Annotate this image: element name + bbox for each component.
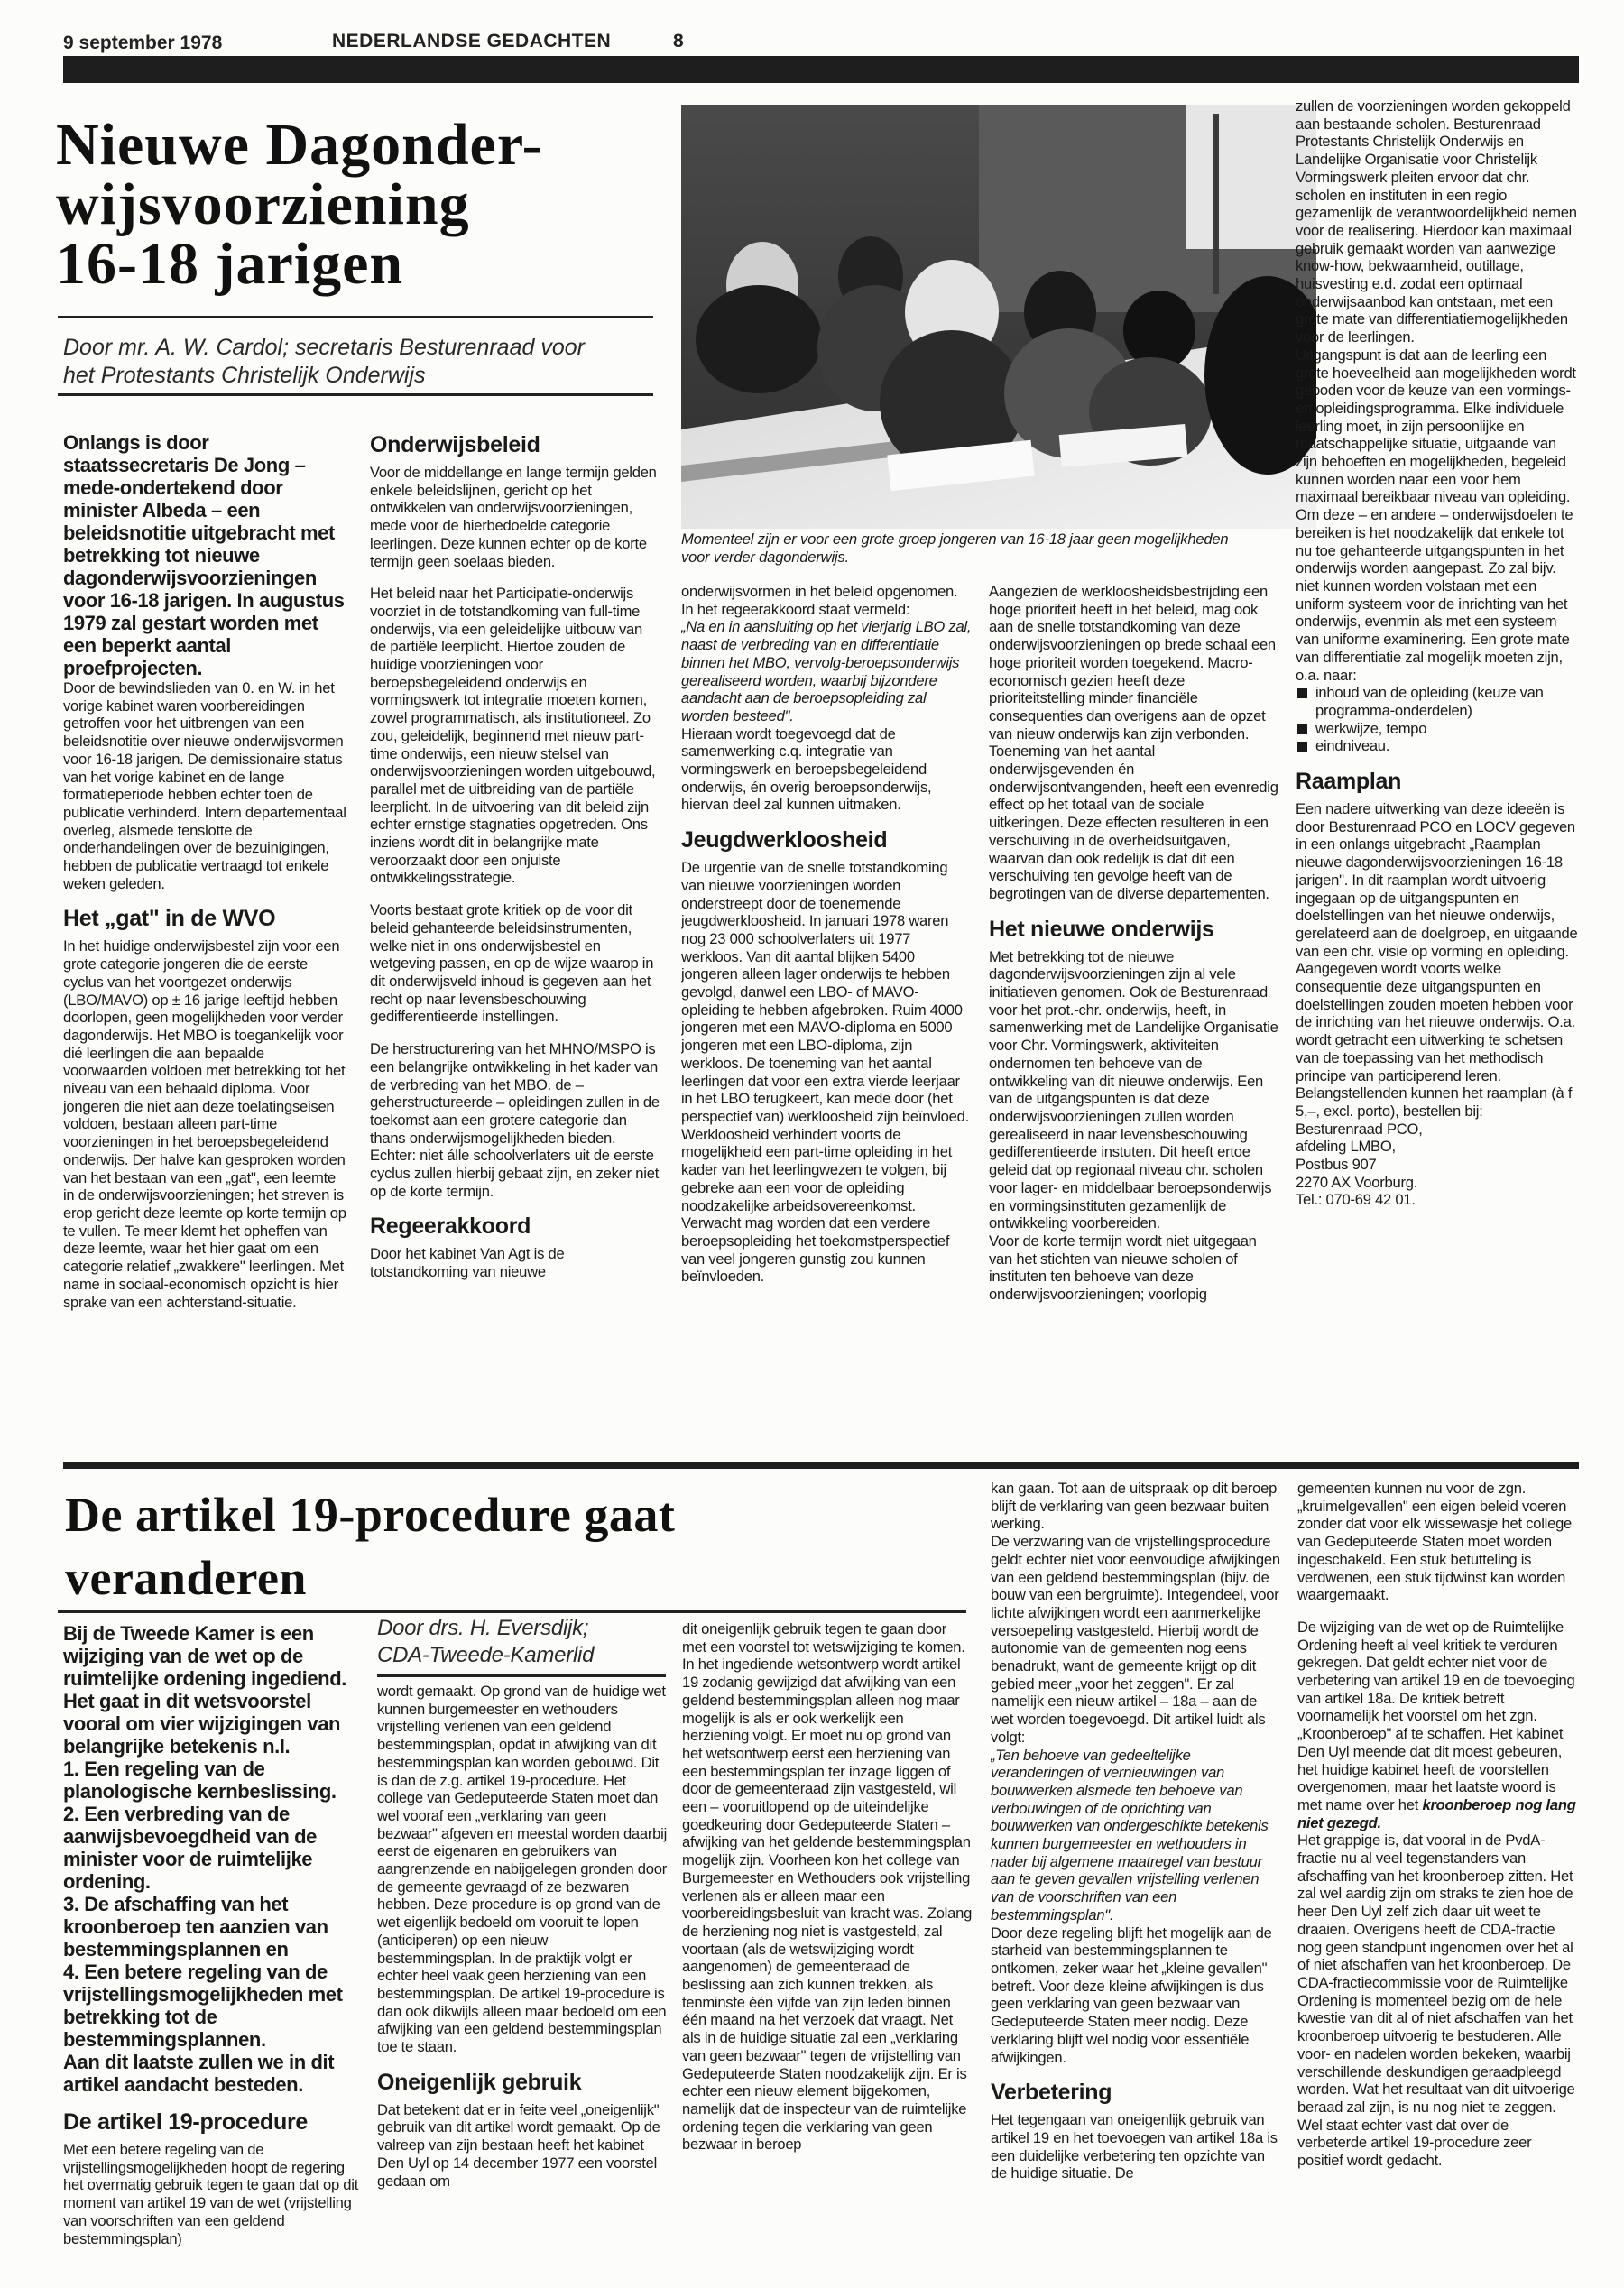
article2-col4-para1: kan gaan. Tot aan de uitspraak op dit beroep blijft de verklaring van geen bezwaar buiten werking.: [991, 1480, 1278, 1533]
article1-lead: Onlangs is door staatssecretaris De Jong – mede-ondertekend door minister Albeda – een beleidsnotitie uitgebracht met betrekking tot nieuwe dagonderwijsvoorzieningen voor 16-18 jarigen. In augustus 1979 zal gestart worden met een beperkt aantal proefprojecten.: [63, 431, 345, 679]
article1-col1-para: Door de bewindslieden van 0. en W. in het vorige kabinet waren voorbereidingen getroffen voor het uitbrengen van een beleidsnotitie over nieuwe onderwijsvormen voor 16-18 jarigen. De demissionaire status van het vorige kabinet en de lange formatieperiode hebben echter toen de publicatie verhinderd. Intern departementaal overleg, alsmede tenslotte de onderhandelingen over de bezuinigingen, hebben de publicatie vertraagd tot enkele weken geleden.: [63, 679, 346, 892]
issue-date: 9 september 1978: [63, 32, 223, 53]
article2-col1-para: Met een betere regeling van de vrijstellingsmogelijkheden hoopt de regering het overmatig gebruik tegen te gaan dat op dit moment van artikel 19 van de wet (vrijstelling van voorschriften van een geldend bestemmingsplan): [63, 2141, 359, 2247]
article2-column3: [682, 1620, 973, 2288]
byline-line2: het Protestants Christelijk Onderwijs: [63, 363, 426, 388]
article1-col2-para5: Door het kabinet Van Agt is de totstandkoming van nieuwe: [370, 1245, 565, 1281]
byline-line1: Door drs. H. Eversdijk;: [377, 1616, 589, 1640]
article2-col2-para2: Dat betekent dat er in feite veel „oneigenlijk" gebruik van dit artikel wordt gemaakt. Op de valreep van zijn bestaan heeft het kabinet Den Uyl op 14 december 1977 een voorstel gedaan om: [377, 2100, 660, 2190]
article1-col4-para4: Voor de korte termijn wordt niet uitgegaan van het stichten van nieuwe scholen of instituten ten behoeve van deze onderwijsvoorzieningen; voorlopig: [989, 1232, 1257, 1304]
article1-col5-para3: Om deze – en andere – onderwijsdoelen te bereiken is het noodzakelijk dat enkele tot nu toe gehanteerde uitgangspunten in het onderwijs worden aangepast. Zo zal bijv. niet kunnen worden volstaan met een uniform systeem voor de inrichting van het onderwijs, evenmin als met een systeem van uniforme examinering. Een grote mate van differentiatie zal mogelijk moeten zijn, o.a. naar:: [1296, 506, 1573, 684]
article1-column5: [1296, 97, 1581, 1453]
text-span: De wijziging van de wet op de Ruimtelijke Ordening heeft al veel kritiek te verduren gekregen. Dat geldt echter niet voor de verbetering van artikel 19 en de toevoeging van artikel 18a. De kritiek betreft voornamelijk het voorstel om het zgn. „Kroonberoep" af te schaffen. Het kabinet Den Uyl meende dat dit moest gebeuren, het huidige kabinet heeft de voorstellen overgenomen, maar het laatste woord is met name over het: [1297, 1618, 1575, 1813]
differentiation-list: [1296, 684, 1581, 755]
order-address: [1296, 1121, 1581, 1210]
address-line: Tel.: 070-69 42 01.: [1296, 1191, 1416, 1209]
article1-column1: [63, 431, 350, 1453]
article1-col4-para2: Toeneming van het aantal onderwijsgevenden én onderwijsontvangenden, heeft een evenredig effect op het totaal van de sociale uitkeringen. Deze effecten resulteren in een verschuiving in de overheidsuitgaven, waarvan dan ook redelijk is dat dit een verschuiving ten gevolge heeft van de begrotingen van de diverse departementen.: [989, 743, 1278, 902]
article1-title: [56, 112, 543, 297]
article2-col3-para1: dit oneigenlijk gebruik tegen te gaan door met een voorstel tot wetswijziging te komen. In het ingediende wetsontwerp wordt artikel 19 zodanig gewijzigd dat afwijking van een geldend bestemmingsplan alleen nog maar mogelijk is als er ook werkelijk een herziening volgt. Er moet nu op grond van het wetsontwerp eerst een herziening van een bestemmingsplan ter inzage liggen of door de gemeenteraad zijn vastgesteld, wil een – vooruitlopend op de uiteindelijke goedkeuring door Gedeputeerde Staten – afwijking van het geldende bestemmingsplan mogelijk zijn. Voorheen kon het college van Burgemeester en Wethouders ook vrijstelling verlenen als er alleen maar een voorbereidingsbesluit van kracht was. Zolang de herziening nog niet is vastgesteld, zal voortaan (als de wetswijziging wordt aangenomen) de gemeenteraad de beslissing aan zich kunnen trekken, als tenminste één vijfde van zijn leden binnen één maand na het verzoek dat vraagt. Net als in de huidige situatie zal een „verklaring van geen bezwaar" tegen de vrijstelling van Gedeputeerde Staten noodzakelijk zijn. Er is echter een nieuw element bijgekomen, namelijk dat de inspecteur van de ruimtelijke ordening tegen die verklaring van geen bezwaar in beroep: [682, 1620, 973, 2154]
article2-lead: Bij de Tweede Kamer is een wijziging van de wet op de ruimtelijke ordening ingediend. Het gaat in dit wetsvoorstel vooral om vier wijzigingen van belangrijke betekenis n.l.: [63, 1622, 346, 1758]
article1-col5-para1: zullen de voorzieningen worden gekoppeld aan bestaande scholen. Besturenraad Protestants Christelijk Onderwijs en Landelijke Organisatie voor Christelijk Vormingswerk pleiten ervoor dat chr. scholen en instituten in een regio gezamenlijk de verantwoordelijkheid nemen voor de realisering. Hierdoor kan maximaal gebruik gemaakt worden van aanwezige know-how, bekwaamheid, outillage, huisvesting e.d. zodat een optimaal onderwijsaanbod kan ontstaan, met een grote mate van differentiatiemogelijkheden voor de leerlingen.: [1296, 97, 1577, 346]
article1-col3-para2: Hieraan wordt toegevoegd dat de samenwerking c.q. integratie van vormingswerk en beroepsbegeleidend onderwijs, én overig beroepsonderwijs, hiervan deel zal kunnen uitmaken.: [681, 724, 932, 814]
list-item: eindniveau.: [1296, 737, 1581, 755]
subhead-artikel19-procedure: De artikel 19-procedure: [63, 2109, 308, 2135]
article1-col2-para4: De herstructurering van het MHNO/MSPO is een belangrijke ontwikkeling in het kader van de verbreding van het MBO. de – geherstructureerde – opleidingen zullen in de toekomst aan een grotere categorie dan thans onderwijsmogelijkheden bieden. Echter: niet álle schoolverlaters uit de eerste cyclus zullen hierbij gebaat zijn, en zeker niet op de korte termijn.: [370, 1040, 660, 1200]
address-line: Besturenraad PCO,: [1296, 1120, 1423, 1138]
article1-col5-para5: Belangstellenden kunnen het raamplan (à f 5,–, excl. porto), bestellen bij:: [1296, 1084, 1573, 1120]
publication-name: NEDERLANDSE GEDACHTEN: [332, 31, 612, 51]
article1-col2-para3: Voorts bestaat grote kritiek op de voor dit beleid gehanteerde beleidsinstrumenten, welke niet in ons onderwijsbestel en wetgeving passen, en op de wijze waarop in dit onderwijsveld inhoud is gegeven aan het recht op naar levensbeschouwing gedifferentieerde instellingen.: [370, 901, 654, 1026]
article1-col4-para3: Met betrekking tot de nieuwe dagonderwijsvoorzieningen zijn al vele initiatieven genomen. Ook de Besturenraad voor het prot.-chr. onderwijs, heeft, in samenwerking met de Landelijke Organisatie voor Chr. Vormingswerk, aktiviteiten ondernomen ten behoeve van de ontwikkeling van dit nieuwe onderwijs. Een van de uitgangspunten is dat deze onderwijsvoorzieningen zullen worden gerealiseerd in naar levensbeschouwing gedifferentieerde instuten. Dit heeft ertoe geleid dat op regionaal niveau chr. scholen voor lager- en middelbaar beroepsonderwijs en vormingsinstituten gezamenlijk de ontwikkeling voorbereiden.: [989, 947, 1278, 1232]
article2-col4-para3: Door deze regeling blijft het mogelijk aan de starheid van bestemmingsplannen te ontkomen, zeker waar het „kleine gevallen" betreft. Voor deze kleine afwijkingen is dus geen verklaring van geen bezwaar van Gedeputeerde Staten meer nodig. Deze verklaring blijft wel nodig voor essentiële afwijkingen.: [991, 1924, 1272, 2066]
article1-col5-para4: Een nadere uitwerking van deze ideeën is door Besturenraad PCO en LOCV gegeven in een onlangs uitgebracht „Raamplan nieuwe dagonderwijsvoorzieningen 16-18 jarigen". In dit raamplan wordt uitvoerig ingegaan op de uitgangspunten en doelstellingen van het nieuwe onderwijs, gerelateerd aan de doelgroep, en uitgaande van een chr. visie op vorming en opleiding. Aangegeven wordt voorts welke consequentie deze uitgangspunten en doelstellingen zouden moeten hebben voor de inrichting van het nieuwe onderwijs. O.a. wordt getracht een uitwerking te schetsen van de toepassing van het methodisch principe van participerend leren.: [1296, 800, 1578, 1084]
article1-column2: [370, 424, 660, 1453]
article1-column4: [989, 583, 1279, 1453]
article1-col2-para2: Het beleid naar het Participatie-onderwijs voorziet in de totstandkoming van full-time onderwijs, via een geleidelijke uitbouw van de partiële leerplicht. Hiertoe zouden de huidige voorzieningen voor beroepsbegeleidend onderwijs en vormingswerk tot integratie moeten komen, zowel programmatisch, als institutioneel. Zo zou, geleidelijk, beginnend met nieuw part-time onderwijs, een nieuw stelsel van onderwijsvoorzieningen worden uitgebouwd, parallel met de uitbreiding van de partiële leerplicht. In de uitvoering van dit beleid zijn echter ernstige stagnaties opgetreden. Ons inziens wordt dit in belangrijke mate veroorzaakt door een onjuiste ontwikkelingsstrategie.: [370, 585, 656, 887]
article2-col5-para1: gemeenten kunnen nu voor de zgn. „kruimelgevallen" een eigen beleid voeren zonder dat voor elk wissewasje het college van Gedeputeerde Staten moet worden ingeschakeld. Een stuk betutteling is verdwenen, een stuk tijdwinst kan worden waargemaakt.: [1297, 1480, 1573, 1604]
article2-column4: [991, 1480, 1281, 2288]
article2-column5: [1297, 1480, 1581, 2288]
emphasis-span: kroonberoep nog lang niet gezegd.: [1297, 1795, 1576, 1831]
subhead-onderwijsbeleid: Onderwijsbeleid: [370, 432, 540, 457]
article2-title-line2: veranderen: [65, 1551, 307, 1605]
photo-caption: [681, 530, 1324, 567]
article1-col5-para2: Uitgangspunt is dat aan de leerling een grote hoeveelheid aan mogelijkheden wordt geboden voor de keuze van een vormings- en opleidingsprogramma. Elke individuele leerling moet, in zijn persoonlijke en maatschappelijke situatie, uitgaande van zijn behoeften en mogelijkheden, begeleid kunnen worden naar een voor hem maximaal bereikbaar niveau van opleiding.: [1296, 346, 1576, 506]
article1-col4-para1: Aangezien de werkloosheidsbestrijding een hoge prioriteit heeft in het beleid, mag ook aan de snelle totstandkoming van deze onderwijsvoorzieningen op brede schaal een hoge prioriteit worden toegekend. Macro-economisch gezien heeft deze prioriteitstelling minder financiële consequenties dan overigens aan de opzet van nieuw onderwijs kan zijn verbonden.: [989, 583, 1276, 743]
byline-line2: CDA-Tweede-Kamerlid: [377, 1643, 595, 1667]
article2-title-rule: [58, 1610, 966, 1613]
article1-col1-para2: In het huidige onderwijsbestel zijn voor een grote categorie jongeren die de eerste cyclus van het voortgezet onderwijs (LBO/MAVO) op ± 16 jarige leeftijd hebben doorlopen, geen mogelijkheden voor verder dagonderwijs. Het MBO is toegankelijk voor dié leerlingen die aan bepaalde voorwaarden voldoen met betrekking tot het niveau van een behaald diploma. Voor jongeren die niet aan deze toelatingseisen voldoen, bestaan alleen part-time voorzieningen in het beroepsbegeleidend onderwijs. Der halve kan gesproken worden van het bestaan van een „gat", een leemte in de onderwijsvoorzieningen; het streven is erop gericht deze leemte op korte termijn op te vullen. Te meer klemt het opheffen van deze leemte, waar het hier gaat om een categorie relatief „zwakkere" leerlingen. Met name in sociaal-economisch opzicht is hier sprake van een achterstand-situatie.: [63, 937, 346, 1311]
subhead-regeerakkoord: Regeerakkoord: [370, 1213, 531, 1240]
article1-title-line2: wijsvoorziening: [56, 171, 470, 237]
artikel18a-quote: „Ten behoeve van gedeeltelijke veranderingen of vernieuwingen van bouwwerken alsmede ten behoeve van verbouwingen of de oprichting van bouwwerken van ondergeschikte betekenis kunnen burgemeester en wethouders in nader bij algemene maatregel van bestuur aan te geven gevallen vrijstelling verlenen van de voorschriften van een bestemmingsplan".: [991, 1746, 1269, 1924]
title-rule: [58, 316, 653, 318]
article1-title-line1: Nieuwe Dagonder-: [56, 112, 543, 178]
article2-col5-para2: [1297, 1619, 1581, 1831]
byline-rule: [377, 1674, 666, 1677]
address-line: afdeling LMBO,: [1296, 1138, 1396, 1156]
article1-col3-para1: onderwijsvormen in het beleid opgenomen. In het regeerakkoord staat vermeld:: [681, 583, 958, 618]
article2-col4-para4: Het tegengaan van oneigenlijk gebruik van artikel 19 en het toevoegen van artikel 18a is een duidelijke verbetering ten opzichte van de huidige situatie. De: [991, 2111, 1278, 2182]
change-item-3: 3. De afschaffing van het kroonberoep ten aanzien van bestemmingsplannen en: [63, 1893, 328, 1960]
address-line: Postbus 907: [1296, 1156, 1377, 1174]
change-item-5: Aan dit laatste zullen we in dit artikel aandacht besteden.: [63, 2051, 335, 2096]
article1-column3: [681, 583, 972, 1453]
caption-line2: voor verder dagonderwijs.: [681, 549, 849, 566]
regeerakkoord-quote: „Na en in aansluiting op het vierjarig LBO zal, naast de verbreding van en differentiatie binnen het MBO, vervolg-beroepsonderwijs gerealiseerd worden, waarbij bijzondere aandacht aan de beroepsopleiding zal worden besteed".: [681, 618, 972, 724]
article2-column2: [377, 1615, 668, 2288]
subhead-oneigenlijk-gebruik: Oneigenlijk gebruik: [377, 2069, 582, 2095]
article2-byline: [377, 1615, 668, 1669]
change-item-2: 2. Een verbreding van de aanwijsbevoegdheid van de minister voor de ruimtelijke ordening.: [63, 1803, 317, 1893]
article2-title-line1: De artikel 19-procedure gaat: [65, 1488, 676, 1542]
subhead-gat: Het „gat" in de WVO: [63, 906, 276, 932]
article1-byline: [63, 334, 659, 390]
page-number: 8: [673, 31, 684, 51]
address-line: 2270 AX Voorburg.: [1296, 1173, 1418, 1191]
article2-col2-para1: wordt gemaakt. Op grond van de huidige wet kunnen burgemeester en wethouders vrijstelling verlenen van een geldend bestemmingsplan, opdat in afwijking van dit bestemmingsplan kan worden gebouwd. Dit is dan de z.g. artikel 19-procedure. Het college van Gedeputeerde Staten moet dan wel vooraf een „verklaring van geen bezwaar" afgeven en meestal worden daarbij eerst de eigenaren en gebruikers van aangrenzende en nabijgelegen gronden door de gemeente gevraagd of ze bezwaren hebben. Deze procedure is op grond van de wet eigenlijk bedoeld om vooruit te lopen (anticiperen) op een nieuw bestemmingsplan. In de praktijk volgt er echter heel vaak geen herziening van een bestemmingsplan. De artikel 19-procedure is dan ook dikwijls alleen maar bedoeld om een afwijking van een geldend bestemmingsplan toe te staan.: [377, 1683, 668, 2056]
article-divider: [63, 1462, 1579, 1469]
article2-column1: [63, 1622, 361, 2288]
article2-title: [65, 1483, 675, 1610]
list-item: werkwijze, tempo: [1296, 720, 1581, 738]
subhead-jeugdwerkloosheid: Jeugdwerkloosheid: [681, 827, 888, 853]
byline-rule: [58, 393, 653, 396]
top-rule: [63, 56, 1579, 83]
article1-col2-para1: Voor de middellange en lange termijn gelden enkele beleidslijnen, gericht op het ontwikkelen van onderwijsvoorzieningen, mede voor de hierbedoelde categorie leerlingen. Deze kunnen echter op de korte termijn geen soelaas bieden.: [370, 464, 657, 570]
byline-line1: Door mr. A. W. Cardol; secretaris Besturenraad voor: [63, 335, 585, 360]
article2-col5-para3: Het grappige is, dat vooral in de PvdA-fractie nu al veel tegenstanders van afschaffing van het kroonberoep zitten. Het zal wel aardig zijn om straks te zien hoe de heer Den Uyl zelf zich daar uit weet te draaien. Overigens heeft de CDA-fractie nog geen standpunt ingenomen over het al of niet afschaffen van het kroonberoep. De CDA-fractiecommissie voor de Ruimtelijke Ordening is momenteel bezig om de hele kwestie van dit al of niet afschaffen van het kroonberoep uitvoerig te bestuderen. Alle voor- en nadelen worden bekeken, waarbij verschillende deskundigen geraadpleegd worden. Wat het resultaat van dit uitvoerige beraad zal zijn, is nu nog niet te zeggen. Wel staat echter vast dat over de verbeterde artikel 19-procedure zeer positief wordt gedacht.: [1297, 1831, 1575, 2170]
subhead-nieuwe-onderwijs: Het nieuwe onderwijs: [989, 916, 1214, 942]
subhead-verbetering: Verbetering: [991, 2080, 1112, 2106]
classroom-photo: [681, 105, 1316, 529]
article1-title-line3: 16-18 jarigen: [56, 231, 404, 297]
subhead-raamplan: Raamplan: [1296, 769, 1402, 795]
caption-line1: Momenteel zijn er voor een grote groep jongeren van 16-18 jaar geen mogelijkheden: [681, 530, 1229, 548]
article2-col4-para2: De verzwaring van de vrijstellingsprocedure geldt echter niet voor eenvoudige afwijkingen van een geldend bestemmingsplan (bijv. de bouw van een bergruimte). Integendeel, voor lichte afwijkingen wordt een aanmerkelijke versoepeling vastgesteld. Hierbij wordt de autonomie van de gemeenten nog eens benadrukt, want de gemeente krijgt op dit gebied meer „voor het zeggen". Er zal namelijk een nieuw artikel – 18a – aan de wet worden toegevoegd. Dit artikel luidt als volgt:: [991, 1533, 1280, 1746]
list-item: inhoud van de opleiding (keuze van programma-onderdelen): [1296, 684, 1581, 719]
change-item-1: 1. Een regeling van de planologische kernbeslissing.: [63, 1758, 337, 1803]
article1-col3-para3: De urgentie van de snelle totstandkoming van nieuwe voorzieningen worden onderstreept door de toenemende jeugdwerkloosheid. In januari 1978 waren nog 23 000 schoolverlaters uit 1977 werkloos. Van dit aantal blijken 5400 jongeren alleen lager onderwijs te hebben gevolgd, danwel een LBO- of MAVO-opleiding te hebben afgebroken. Ruim 4000 jongeren met een MAVO-diploma en 5000 jongeren met een LBO-diploma, zijn werkloos. De toeneming van het aantal leerlingen dat voor een extra vierde leerjaar in het LBO terugkeert, kan mede door (het perspectief van) werkloosheid zijn beïnvloed. Werkloosheid verhindert voorts de mogelijkheid een part-time opleiding in het kader van het leerlingwezen te volgen, bij gebreke aan een voor de opleiding noodzakelijke arbeidsovereenkomst. Verwacht mag worden dat een verdere beroepsopleiding het toekomstperspectief van veel jongeren gunstig zou kunnen beïnvloeden.: [681, 859, 969, 1286]
change-item-4: 4. Een betere regeling van de vrijstellingsmogelijkheden met betrekking tot de bestemmingsplannen.: [63, 1960, 343, 2051]
